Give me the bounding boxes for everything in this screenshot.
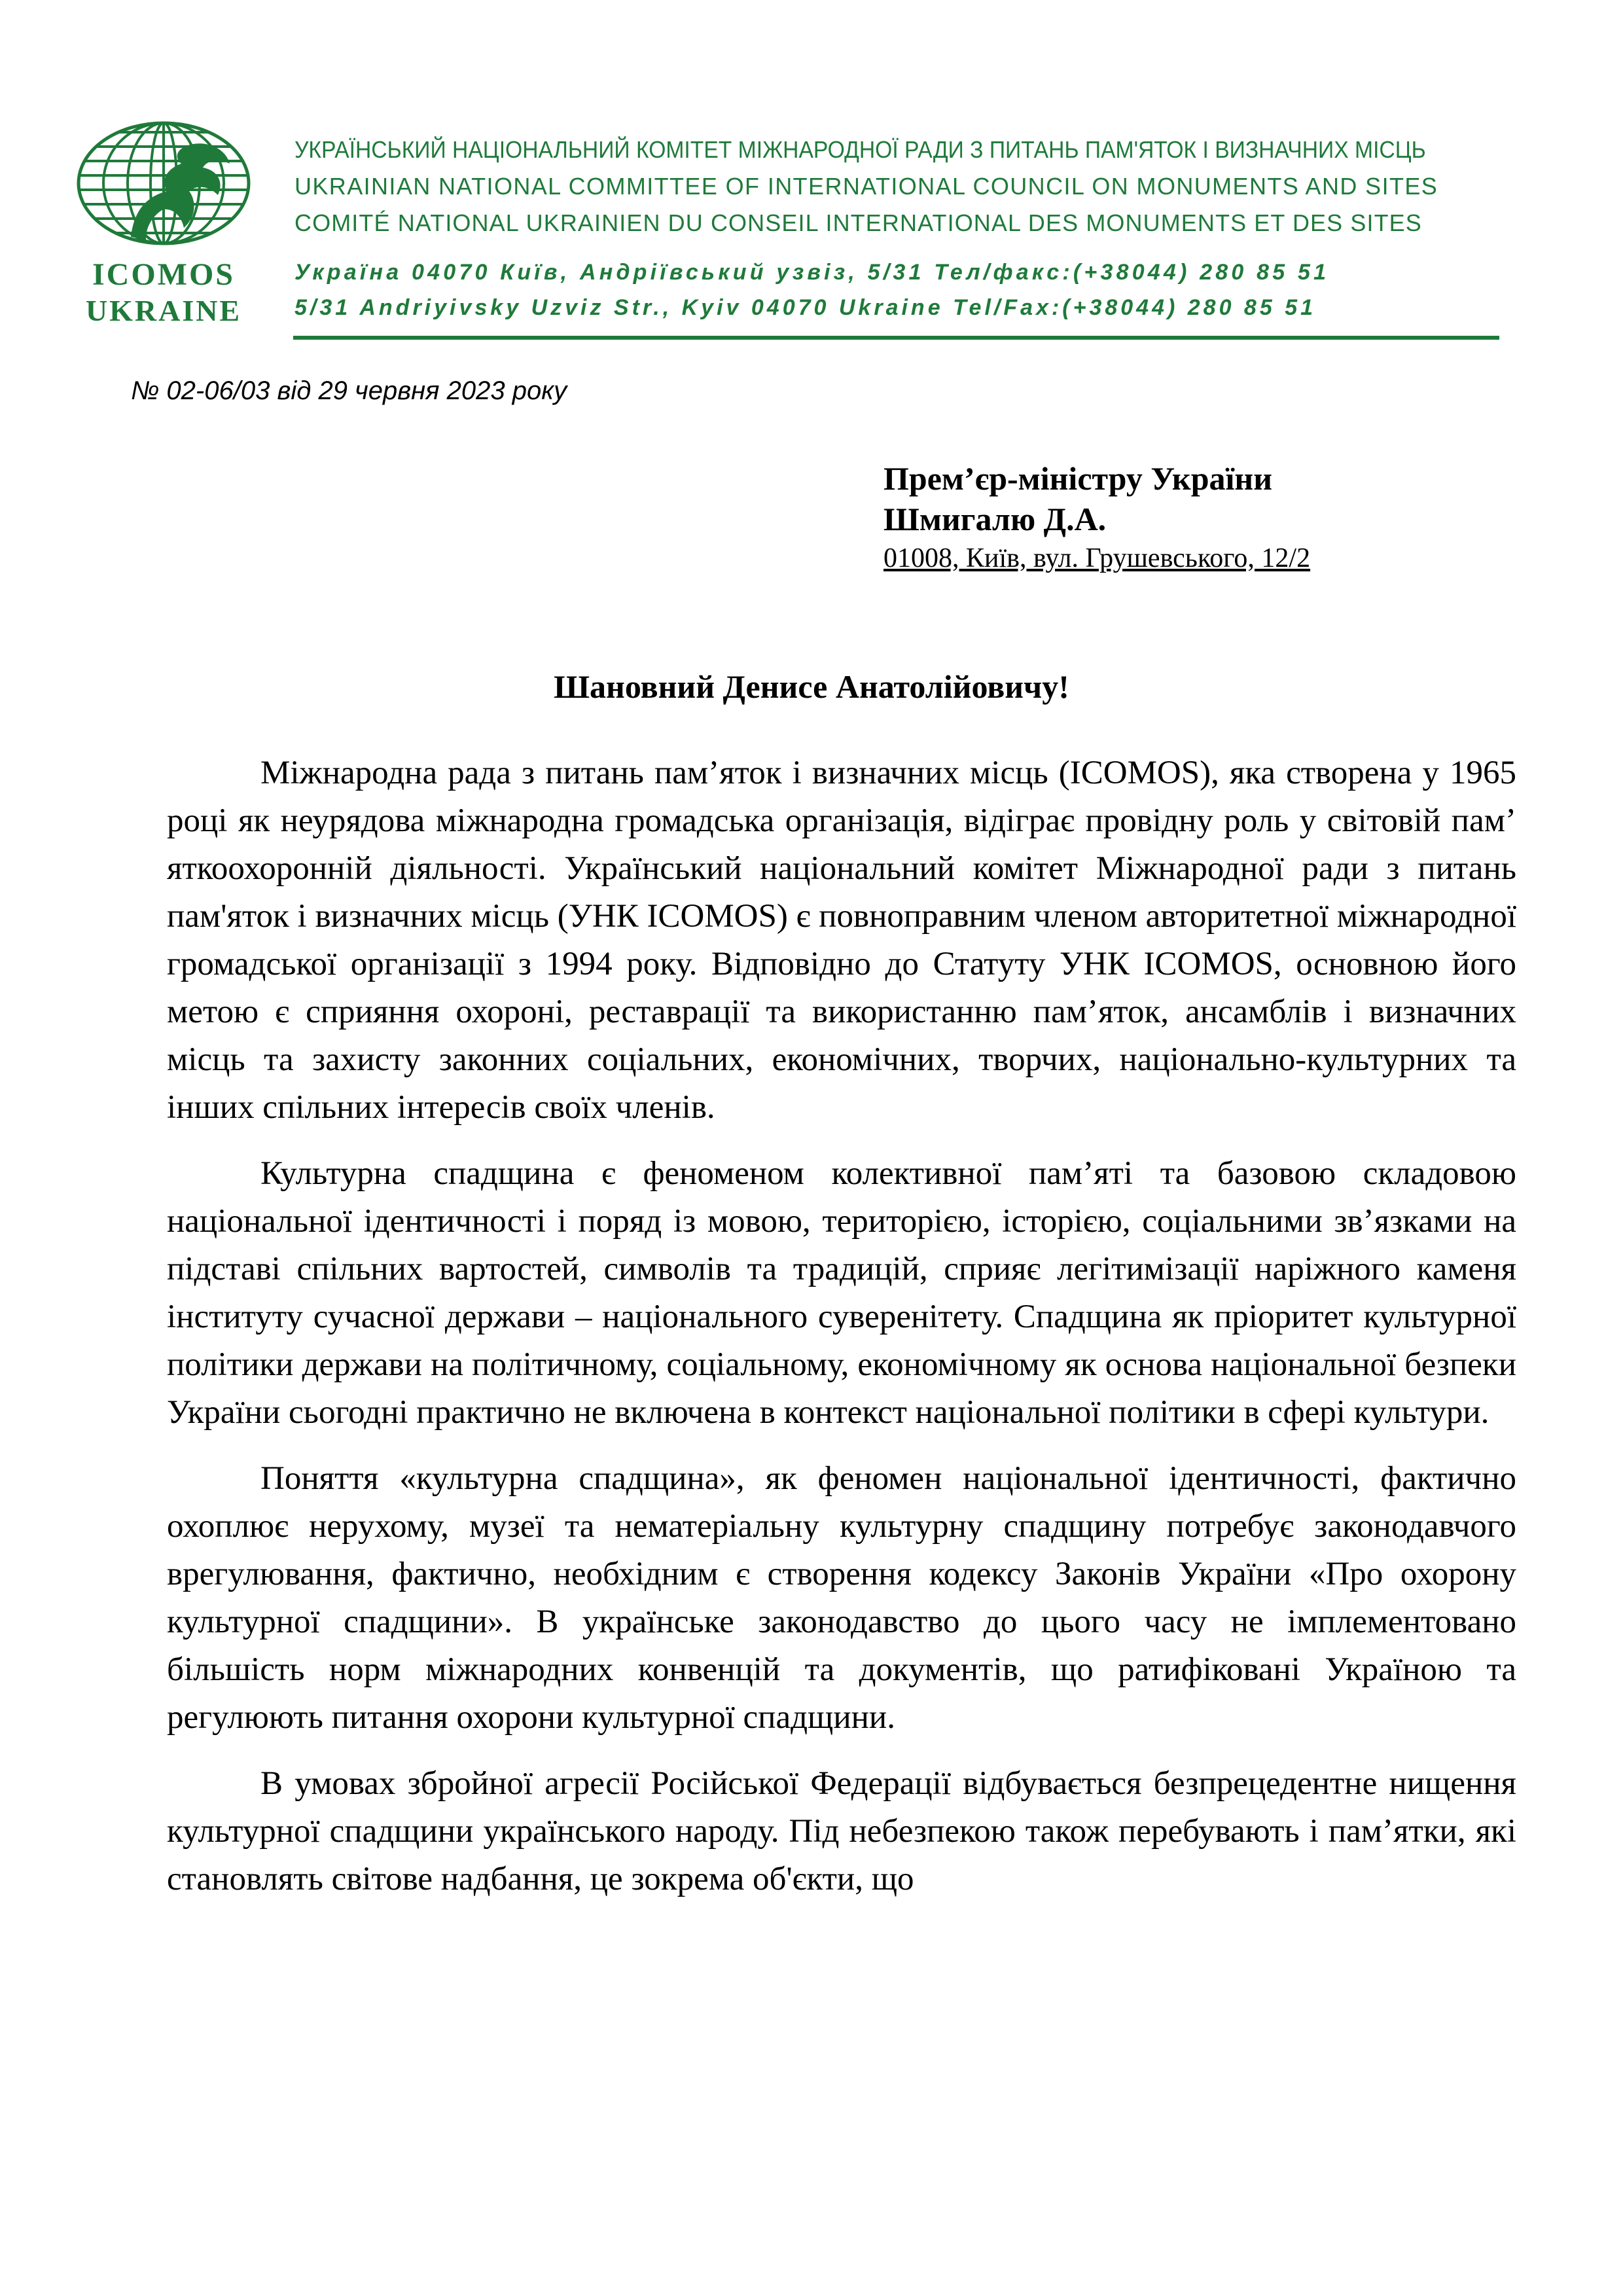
org-address-ukrainian: Україна 04070 Київ, Андріївський узвіз, 5/31 Тел/факс:(+38044) 280 85 51 bbox=[294, 260, 1330, 285]
letter-body bbox=[167, 749, 1516, 1922]
body-paragraph: Міжнародна рада з питань пам’яток і визначних місць (ICOMOS), яка створена у 1965 році як неурядова міжнародна громадська організація, відіграє провідну роль у світовій пам’ яткоохоронній діяльності. Український національний комітет Міжнародної ради з питань пам'яток і визначних місць (УНК ICOMOS) є повноправним членом авторитетної міжнародної громадської організації з 1994 року. Відповідно до Статуту УНК ICOMOS, основною його метою є сприяння охороні, реставрації та використанню пам’яток, ансамблів і визначних місць та захисту законних соціальних, економічних, творчих, національно-культурних та інших спільних інтересів своїх членів. bbox=[167, 755, 1516, 1126]
logo-text-icomos: ICOMOS bbox=[92, 257, 235, 292]
recipient-name: Шмигалю Д.А. bbox=[883, 501, 1107, 537]
logo-text-ukraine: UKRAINE bbox=[85, 294, 242, 327]
icomos-logo bbox=[69, 118, 259, 340]
body-paragraph: В умовах збройної агресії Російської Федерації відбувається безпрецедентне нищення культурної спадщини українського народу. Під небезпекою також перебувають і пам’ятки, які становлять світове надбання, це зокрема об'єкти, що bbox=[167, 1765, 1516, 1897]
globe-horse-icon bbox=[69, 118, 259, 255]
recipient-title: Прем’єр-міністру України bbox=[883, 460, 1273, 497]
org-name-english: UKRAINIAN NATIONAL COMMITTEE OF INTERNATIONAL COUNCIL ON MONUMENTS AND SITES bbox=[294, 173, 1438, 200]
org-address-english: 5/31 Andriyivsky Uzviz Str., Kyiv 04070 Ukraine Tel/Fax:(+38044) 280 85 51 bbox=[294, 295, 1317, 320]
salutation: Шановний Денисе Анатолійовичу! bbox=[554, 668, 1069, 705]
body-paragraph: Поняття «культурна спадщина», як феномен національної ідентичності, фактично охоплює нерухому, музеї та нематеріальну культурну спадщину потребує законодавчого врегулювання, фактично, необхідним є створення кодексу Законів України «Про охорону культурної спадщини». В українське законодавство до цього часу не імплементовано більшість норм міжнародних конвенцій та документів, що ратифіковані Україною та регулюють питання охорони культурної спадщини. bbox=[167, 1460, 1516, 1736]
letterhead-divider bbox=[293, 336, 1499, 340]
body-paragraph: Культурна спадщина є феноменом колективної пам’яті та базовою складовою національної ідентичності і поряд із мовою, територією, історією, соціальними зв’язками на підставі спільних вартостей, символів та традицій, сприяє легітимізації наріжного каменя інституту сучасної держави – національного суверенітету. Спадщина як пріоритет культурної політики держави на політичному, соціальному, економічному як основа національної безпеки України сьогодні практично не включена в контекст національної політики в сфері культури. bbox=[167, 1155, 1516, 1431]
org-name-french: COMITÉ NATIONAL UKRAINIEN DU CONSEIL INTERNATIONAL DES MONUMENTS ET DES SITES bbox=[294, 209, 1422, 236]
org-name-ukrainian: УКРАЇНСЬКИЙ НАЦІОНАЛЬНИЙ КОМІТЕТ МІЖНАРОДНОЇ РАДИ З ПИТАНЬ ПАМ'ЯТОК І ВИЗНАЧНИХ МІСЦЬ bbox=[294, 136, 1426, 163]
recipient-block bbox=[883, 458, 1310, 577]
recipient-address: 01008, Київ, вул. Грушевського, 12/2 bbox=[883, 543, 1311, 573]
registration-number: № 02-06/03 від 29 червня 2023 року bbox=[131, 376, 567, 405]
